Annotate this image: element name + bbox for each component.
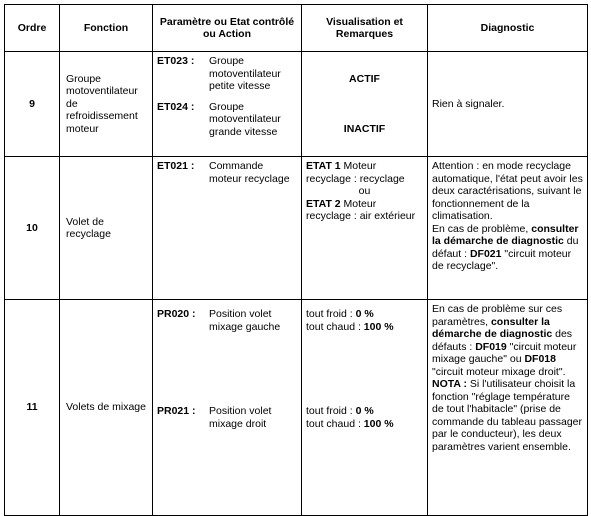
visu-label: tout chaud : xyxy=(306,417,364,430)
param-code: PR020 : xyxy=(157,308,196,320)
row-order: 10 xyxy=(5,157,60,300)
row-order: 11 xyxy=(5,300,60,516)
row-visualisation xyxy=(302,300,428,516)
param-desc: Position volet mixage droit xyxy=(209,405,272,430)
diag-paragraph xyxy=(432,223,583,273)
diag-paragraph: Attention : en mode recyclage automatique, l'état peut avoir les deux caractérisations, suivant le fonctionnement de la climatisation. xyxy=(432,160,583,222)
param-desc: Groupe motoventilateur grande vitesse xyxy=(209,100,281,138)
visu-label: tout chaud : xyxy=(306,320,364,333)
state-label: ETAT 2 xyxy=(306,197,341,210)
diagnostic-table xyxy=(4,4,588,516)
visu-value: ACTIF xyxy=(349,72,380,85)
row-function: Groupe motoventilateur de refroidissement moteur xyxy=(60,52,153,157)
diag-paragraph xyxy=(432,378,583,453)
param-code: ET021 : xyxy=(157,160,195,172)
visu-or: ou xyxy=(358,185,371,197)
diag-text: "circuit moteur mixage droit". xyxy=(432,365,566,378)
row-function: Volets de mixage xyxy=(60,300,153,516)
visu-line xyxy=(306,405,423,418)
diag-text: du défaut : xyxy=(432,235,579,260)
row-params xyxy=(153,52,302,157)
param-item xyxy=(157,308,297,333)
visu-label: tout froid : xyxy=(306,405,356,417)
param-item xyxy=(157,101,297,139)
visu-value: 100 % xyxy=(363,320,394,333)
diag-text: "circuit moteur mixage gauche" ou xyxy=(432,340,577,365)
visu-label: tout froid : xyxy=(306,308,356,320)
row-function: Volet de recyclage xyxy=(60,157,153,300)
param-desc: Commande moteur recyclage xyxy=(209,160,290,185)
header-parametre: Paramètre ou Etat contrôlé ou Action xyxy=(153,5,302,52)
row-diagnostic xyxy=(428,300,588,516)
visu-state-2 xyxy=(306,198,423,223)
diag-fault-code: DF021 xyxy=(469,247,502,260)
param-desc: Position volet mixage gauche xyxy=(209,308,281,333)
visu-line xyxy=(306,308,423,321)
diag-paragraph xyxy=(432,303,583,378)
diag-text: En cas de problème sur ces paramètres, xyxy=(432,303,563,328)
row-visualisation xyxy=(302,157,428,300)
row-order: 9 xyxy=(5,52,60,157)
diag-text: Si l'utilisateur choisit la fonction "réglage température de tout l'habitacle" (prise de commande du tableau passager par le conducteur), les deux paramètres varient ensemble. xyxy=(432,378,583,453)
diag-note-label: NOTA : xyxy=(432,378,467,390)
state-text: Moteur recyclage : air extérieur xyxy=(306,197,416,222)
visu-line xyxy=(306,418,423,431)
table-row xyxy=(5,52,588,157)
visu-value: 0 % xyxy=(355,308,374,320)
diag-text: des défauts : xyxy=(432,328,573,353)
row-params xyxy=(153,300,302,516)
header-row xyxy=(5,5,588,52)
row-diagnostic xyxy=(428,157,588,300)
diag-emph: consulter la démarche de diagnostic xyxy=(432,222,579,247)
param-code: ET023 : xyxy=(157,55,195,67)
state-text: Moteur recyclage : recyclage xyxy=(306,160,405,185)
row-params xyxy=(153,157,302,300)
table-row xyxy=(5,300,588,516)
table-row xyxy=(5,157,588,300)
visu-line xyxy=(306,321,423,334)
diag-fault-code: DF018 xyxy=(524,353,556,365)
visu-state-1 xyxy=(306,160,423,185)
diag-text: En cas de problème, xyxy=(432,222,532,235)
state-label: ETAT 1 xyxy=(306,160,341,172)
visu-value: INACTIF xyxy=(343,123,386,135)
row-visualisation xyxy=(302,52,428,157)
param-desc: Groupe motoventilateur petite vitesse xyxy=(209,55,281,92)
header-diagnostic: Diagnostic xyxy=(428,5,588,52)
visu-value: 100 % xyxy=(363,417,394,430)
row-diagnostic: Rien à signaler. xyxy=(428,52,588,157)
param-code: ET024 : xyxy=(157,100,195,113)
diag-text: "circuit moteur de recyclage". xyxy=(432,247,572,272)
visu-value: 0 % xyxy=(355,405,374,417)
param-item xyxy=(157,405,297,430)
param-item xyxy=(157,55,297,93)
param-item xyxy=(157,160,297,185)
diag-fault-code: DF019 xyxy=(475,340,507,353)
header-visualisation: Visualisation et Remarques xyxy=(302,5,428,52)
header-fonction: Fonction xyxy=(60,5,153,52)
diag-emph: consulter la démarche de diagnostic xyxy=(432,315,553,340)
param-code: PR021 : xyxy=(157,405,196,417)
header-ordre: Ordre xyxy=(5,5,60,52)
